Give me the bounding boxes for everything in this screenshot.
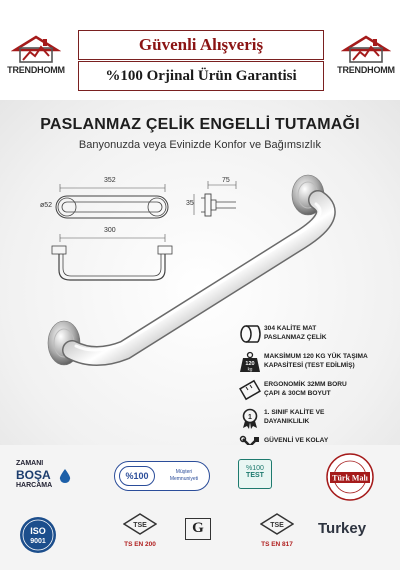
g-mark-badge: G: [185, 518, 211, 540]
feature-item: [240, 322, 400, 347]
overall-length-label: 352: [104, 177, 116, 184]
certification-footer: [0, 445, 400, 570]
weight-number: 120: [245, 361, 255, 367]
water-drop-icon: [58, 468, 72, 484]
feature-text: ERGONOMİK 32MM BORU ÇAPI & 30CM BOYUT: [264, 381, 347, 397]
turkey-label: Turkey: [318, 520, 367, 537]
feature-text: 304 KALİTE MAT PASLANMAZ ÇELİK: [264, 325, 327, 341]
house-logo-icon: [11, 34, 61, 64]
test-badge: [238, 459, 272, 489]
test-percent: %100: [246, 465, 264, 472]
iso-text: ISO: [30, 526, 46, 536]
original-guarantee-banner: %100 Orjinal Ürün Garantisi: [78, 61, 324, 91]
zaman-line3: HARCAMA: [16, 482, 53, 489]
product-title: PASLANMAZ ÇELİK ENGELLİ TUTAMAĞI: [40, 116, 360, 133]
svg-text:TSE: TSE: [133, 522, 147, 529]
tse-logo-icon: [123, 513, 157, 535]
tse-caption: TS EN 200: [124, 541, 156, 548]
dont-waste-time-badge: [16, 460, 76, 496]
feature-text: GÜVENLİ VE KOLAY: [264, 437, 329, 444]
zaman-line1: ZAMANI: [16, 460, 44, 467]
top-view-drawing: [56, 184, 168, 218]
zaman-line2: BOŞA: [16, 468, 51, 482]
tse-en-200-badge: [117, 513, 163, 548]
iso-number: 9001: [30, 538, 46, 545]
weight-unit: kg: [247, 366, 253, 372]
projection-label: 75: [222, 177, 230, 184]
feature-item: [240, 406, 400, 431]
wall-gap-label: 35: [186, 200, 194, 207]
turkish-product-seal: [324, 451, 376, 503]
feature-text: MAKSİMUM 120 KG YÜK TAŞIMA KAPASİTESİ (TEST EDİLMİŞ): [264, 353, 368, 369]
house-logo-icon: [341, 34, 391, 64]
feature-item: [240, 350, 400, 375]
brand-logo-right: [336, 34, 396, 75]
svg-text:TSE: TSE: [270, 522, 284, 529]
tse-en-817-badge: [254, 513, 300, 548]
flange-diameter-label: ø52: [40, 202, 53, 209]
grip-length-label: 300: [104, 227, 116, 234]
feature-item: [240, 378, 400, 403]
brand-name: TRENDHOMM: [337, 65, 395, 75]
customer-satisfaction-badge: [114, 461, 210, 491]
turk-mali-text: Türk Malı: [332, 473, 368, 483]
product-subtitle: Banyonuzda veya Evinizde Konfor ve Bağımsızlık: [78, 139, 322, 151]
brand-name: TRENDHOMM: [7, 65, 65, 75]
front-view-drawing: [52, 234, 172, 280]
tse-logo-icon: [260, 513, 294, 535]
svg-text:1: 1: [248, 414, 252, 421]
tse-caption: TS EN 817: [261, 541, 293, 548]
secure-shopping-banner: Güvenli Alışveriş: [78, 30, 324, 60]
brand-logo-left: [6, 34, 66, 75]
satisfaction-percent: %100: [119, 466, 155, 486]
test-label: TEST: [246, 472, 264, 479]
side-view-drawing: [194, 181, 236, 216]
feature-text: 1. SINIF KALİTE VE DAYANIKLILIK: [264, 409, 325, 425]
feature-list: [240, 322, 400, 462]
satisfaction-text: Müşteri Memnuniyeti: [169, 469, 199, 482]
iso-9001-badge: [18, 515, 58, 555]
header: [0, 0, 400, 100]
